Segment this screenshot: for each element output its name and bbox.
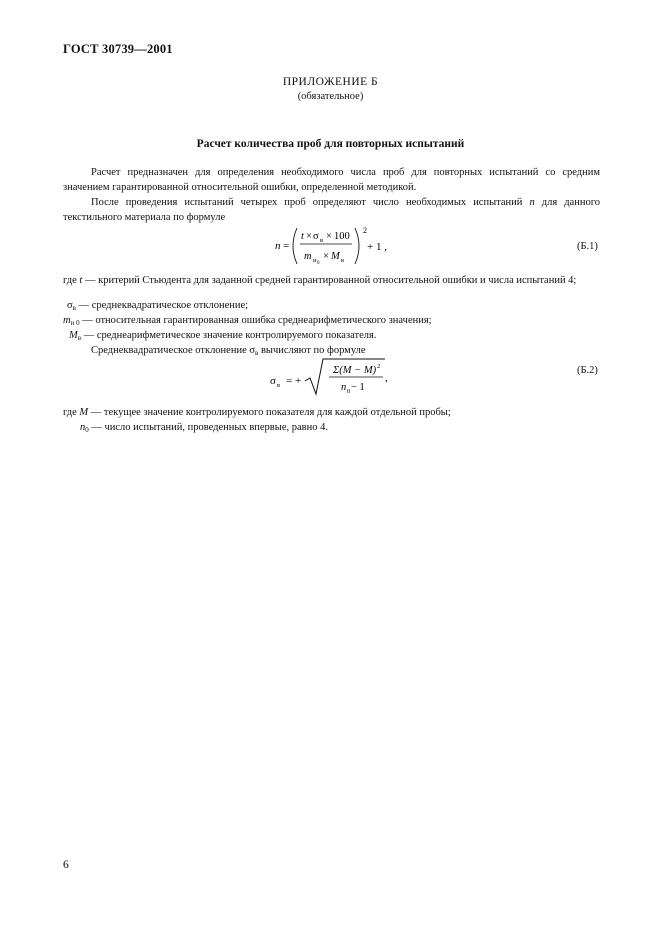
document-code: ГОСТ 30739—2001 xyxy=(63,42,173,56)
formula2-eq-plus: = + xyxy=(286,375,302,387)
var-t: t xyxy=(79,275,83,286)
formula1-lhs: n xyxy=(275,240,281,252)
formula2-num-power: 2 xyxy=(377,363,381,370)
appendix-label: ПРИЛОЖЕНИЕ Б xyxy=(282,76,379,88)
paragraph-purpose: Расчет предназначен для определения необходимого числа проб для повторных испытаний со средним значением гарантированной относительной ошибки, определенной методикой. xyxy=(63,167,600,193)
appendix-note: (обязательное) xyxy=(297,91,364,102)
formula2-den-n: n xyxy=(341,382,347,393)
right-paren xyxy=(355,228,359,264)
var-M: M xyxy=(79,407,89,418)
sigma-subscript: в xyxy=(72,304,76,312)
definition-m-text: — относительная гарантированная ошибка среднеарифметического значения; xyxy=(79,315,432,326)
formula1-power: 2 xyxy=(363,226,367,235)
m-symbol: m xyxy=(63,315,71,326)
formula-b1 xyxy=(260,222,410,270)
section-title: Расчет количества проб для повторных испытаний xyxy=(196,138,465,150)
formula1-times-2: × xyxy=(326,231,332,242)
formula2-den-rest: − 1 xyxy=(351,382,365,393)
definition-n0 xyxy=(80,420,328,438)
sd-intro-end: вычисляют по формуле xyxy=(258,345,366,356)
formula1-m-sub: и xyxy=(313,257,317,264)
sd-intro-start: Среднеквадратическое отклонение σ xyxy=(91,345,256,356)
sigma-symbol: σ xyxy=(67,300,73,311)
m-subscript: и 0 xyxy=(70,319,80,327)
paragraph-procedure xyxy=(63,195,600,225)
definition-sigma-text: — среднеквадратическое отклонение; xyxy=(75,300,249,311)
left-paren xyxy=(293,228,297,264)
paragraph-procedure-start: После проведения испытаний четырех проб определяют число необходимых испытаний xyxy=(91,197,530,208)
formula1-times-3: × xyxy=(323,251,329,262)
formula1-const: 100 xyxy=(334,231,350,242)
formula1-m: m xyxy=(304,251,312,262)
formula1-plus-one: + 1 , xyxy=(367,241,387,253)
formula-b2 xyxy=(265,357,400,397)
definition-M-current xyxy=(63,405,451,420)
paragraph-procedure-end: для данного текстильного материала по формуле xyxy=(63,197,600,223)
M-subscript: в xyxy=(77,334,82,342)
sd-intro-subscript: в xyxy=(255,349,259,357)
definition-n0-text: — число испытаний, проведенных впервые, равно 4. xyxy=(88,422,328,433)
formula2-number: (Б.2) xyxy=(577,365,598,376)
formula1-t: t xyxy=(301,231,304,242)
page-number: 6 xyxy=(63,859,69,871)
definition-M-current-text: — текущее значение контролируемого показателя для каждой отдельной пробы; xyxy=(88,407,451,418)
formula2-lhs-sub: в xyxy=(277,382,281,389)
formula1-equals: = xyxy=(283,240,290,252)
where-word-2: где xyxy=(63,407,80,418)
definition-t xyxy=(63,273,600,288)
formula1-m-sub0: 0 xyxy=(317,261,320,266)
var-n0: n xyxy=(80,422,86,433)
formula2-lhs: σ xyxy=(270,375,276,387)
definition-t-text: — критерий Стьюдента для заданной средней гарантированной относительной ошибки и числа испытаний 4; xyxy=(82,275,577,286)
formula1-sigma: σ xyxy=(313,231,319,242)
formula1-M-sub: в xyxy=(341,257,345,264)
formula1-sigma-sub: в xyxy=(320,237,324,244)
formula1-number: (Б.1) xyxy=(577,241,598,252)
definition-M-text: — среднеарифметическое значение контролируемого показателя. xyxy=(81,330,377,341)
formula1-M: M xyxy=(331,251,340,262)
formula2-comma: , xyxy=(385,372,388,384)
formula1-times-1: × xyxy=(306,231,312,242)
formula2-numerator: Σ(M − M) xyxy=(333,365,377,376)
M-symbol: M xyxy=(69,330,78,341)
n0-subscript: 0 xyxy=(85,426,89,434)
formula2-den-sub: 0 xyxy=(347,388,351,395)
var-n: n xyxy=(529,197,535,208)
where-word: где xyxy=(63,275,80,286)
